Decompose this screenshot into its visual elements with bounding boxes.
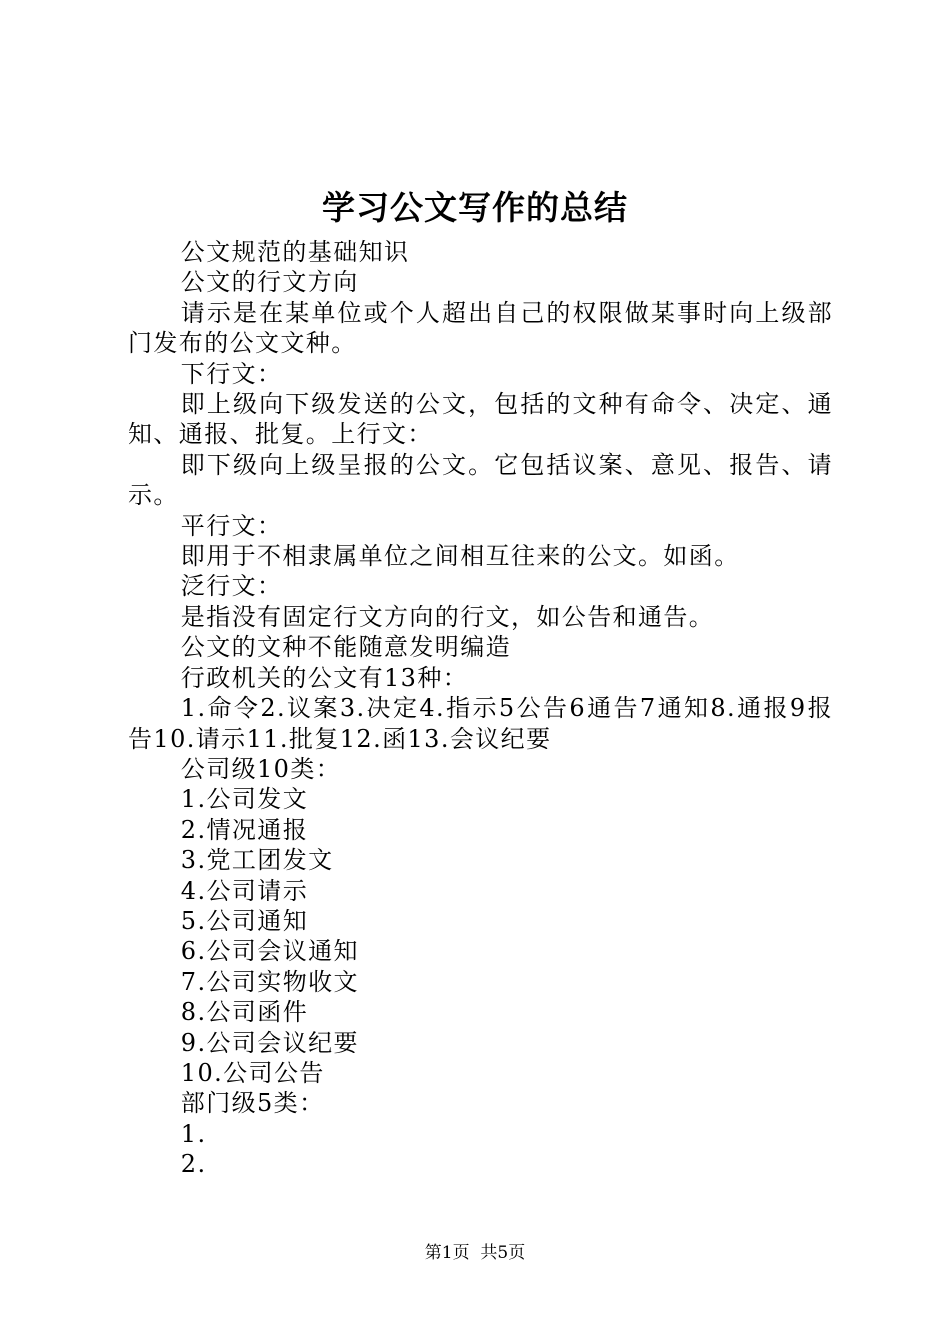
paragraph: 请示是在某单位或个人超出自己的权限做某事时向上级部门发布的公文文种。 — [128, 298, 833, 358]
list-item: 2. — [180, 1150, 207, 1179]
list-item: 2.情况通报 — [180, 815, 309, 844]
list-item: 10.公司公告 — [180, 1058, 325, 1087]
list-item: 7.公司实物收文 — [180, 967, 359, 996]
paragraph: 公文规范的基础知识 — [180, 238, 410, 266]
paragraph: 即用于不相隶属单位之间相互往来的公文。如函。 — [180, 542, 740, 571]
paragraph: 是指没有固定行文方向的行文，如公告和通告。 — [180, 602, 715, 631]
page-number: 第1页 — [424, 1243, 470, 1263]
paragraph: 公文的文种不能随意发明编造 — [180, 633, 511, 662]
list-item: 9.公司会议纪要 — [180, 1028, 359, 1057]
document-title: 学习公文写作的总结 — [322, 188, 628, 227]
paragraph: 下行文： — [180, 359, 283, 388]
list-item: 4.公司请示 — [180, 876, 309, 905]
paragraph: 即下级向上级呈报的公文。它包括议案、意见、报告、请示。 — [128, 450, 833, 510]
paragraph: 行政机关的公文有13种： — [180, 663, 469, 692]
paragraph: 平行文： — [180, 511, 283, 540]
paragraph: 公文的行文方向 — [180, 268, 359, 297]
paragraph: 即上级向下级发送的公文，包括的文种有命令、决定、通知、通报、批复。上行文： — [128, 390, 833, 449]
paragraph: 公司级10类： — [180, 754, 342, 783]
list-item: 1.公司发文 — [180, 785, 309, 814]
list-item: 6.公司会议通知 — [180, 937, 359, 966]
list-item: 3.党工团发文 — [180, 846, 334, 875]
page-total: 共5页 — [480, 1243, 526, 1263]
page-footer — [0, 1241, 950, 1265]
list-item: 8.公司函件 — [180, 998, 309, 1027]
list-item: 5.公司通知 — [180, 906, 309, 935]
paragraph: 泛行文： — [180, 572, 283, 601]
list-item: 1. — [180, 1119, 207, 1148]
paragraph: 1.命令2.议案3.决定4.指示5公告6通告7通知8.通报9报告10.请示11.批复12.函13.会议纪要 — [128, 694, 833, 753]
document-body — [128, 237, 833, 1180]
paragraph: 部门级5类： — [180, 1089, 325, 1118]
